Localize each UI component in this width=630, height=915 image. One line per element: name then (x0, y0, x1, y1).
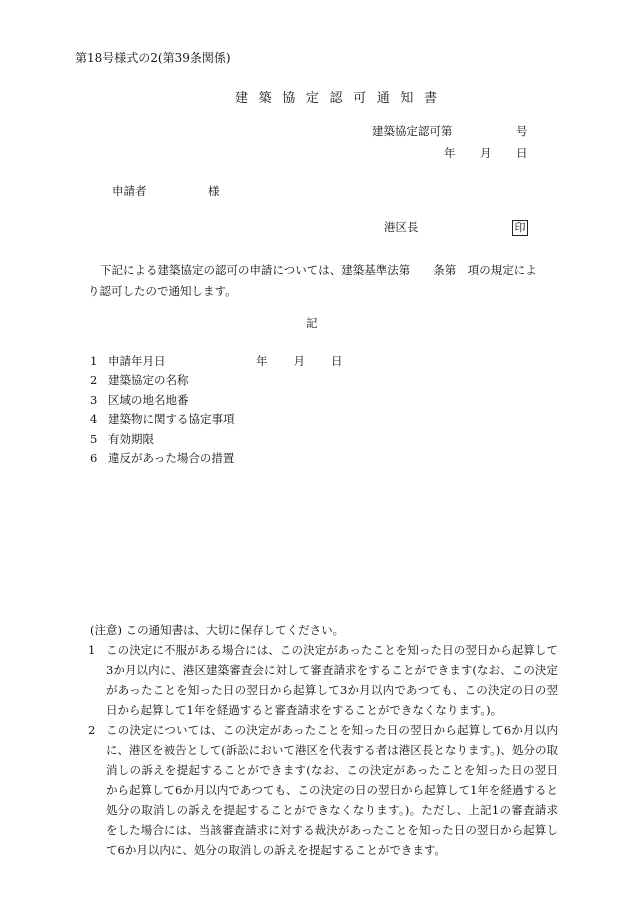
note-number: 1 (88, 643, 96, 657)
item-number: 6 (90, 451, 98, 466)
item-label: 区域の地名地番 (108, 392, 189, 407)
item-label: 違反があった場合の措置 (108, 451, 235, 466)
item-label: 有効期限 (108, 431, 154, 446)
notice-body-line-1: 下記による建築協定の認可の申請については、建築基準法第 条第 項の規定によ (100, 263, 537, 277)
application-date (238, 352, 343, 371)
item-number: 3 (90, 392, 98, 407)
ki-heading: 記 (306, 316, 318, 330)
notice-body (88, 260, 588, 302)
item-number: 1 (90, 354, 98, 368)
note-item (88, 640, 558, 720)
list-item (90, 449, 343, 468)
note-text: この決定については、この決定があったことを知った日の翌日から起算して6か月以内に、港区を被告として(訴訟において港区を代表する者は港区長となります。)、処分の取消しの訴えを提起することができます(なお、この決定があったことを知った日の翌日から起算して6か月以内であつても、この決定の日の翌日から起算して1年を経過すると処分の取消しの訴えを提起することができなくなります。)。ただし、上記1の審査請求をした場合には、当該審査請求に対する裁決があったことを知った日の翌日から起算して6か月以内に、処分の取消しの訴えを提起することができます。 (106, 723, 558, 857)
date-year: 年 (444, 146, 456, 160)
list-item (90, 352, 343, 371)
list-item (90, 430, 343, 449)
item-list (90, 352, 343, 468)
notes-section (88, 620, 558, 860)
application-date-month: 月 (293, 354, 305, 368)
application-date-year: 年 (256, 354, 268, 368)
document-number-label: 建築協定認可第 (372, 124, 453, 138)
document-number-suffix: 号 (516, 124, 528, 138)
notice-body-line-2: り認可したので通知します。 (88, 284, 237, 298)
list-item (90, 391, 343, 410)
seal-mark: 印 (512, 220, 528, 236)
form-id: 第18号様式の2(第39条関係) (75, 51, 231, 65)
item-label: 申請年月日 (108, 354, 166, 368)
application-date-day: 日 (331, 354, 343, 368)
item-label: 建築物に関する協定事項 (108, 412, 235, 427)
applicant-honorific: 様 (208, 184, 220, 198)
applicant-label: 申請者 (112, 184, 147, 198)
list-item (90, 371, 343, 390)
date-month: 月 (480, 146, 492, 160)
note-text: この決定に不服がある場合には、この決定があったことを知った日の翌日から起算して3か月以内に、港区建築審査会に対して審査請求をすることができます(なお、この決定があったことを知った日の翌日から起算して3か月以内であつても、この決定の日の翌日から起算して1年を経過すると審査請求をすることができなくなります。)。 (106, 643, 558, 717)
notes-heading: (注意) この通知書は、大切に保存してください。 (90, 623, 345, 637)
document-title: 建 築 協 定 認 可 通 知 書 (235, 91, 441, 106)
item-number: 2 (90, 373, 98, 388)
note-item (88, 720, 558, 860)
date-day: 日 (516, 146, 528, 160)
note-number: 2 (88, 723, 96, 737)
item-number: 5 (90, 431, 98, 446)
item-number: 4 (90, 412, 98, 427)
list-item (90, 410, 343, 429)
issuer-name: 港区長 (384, 220, 419, 234)
item-label: 建築協定の名称 (108, 373, 189, 388)
